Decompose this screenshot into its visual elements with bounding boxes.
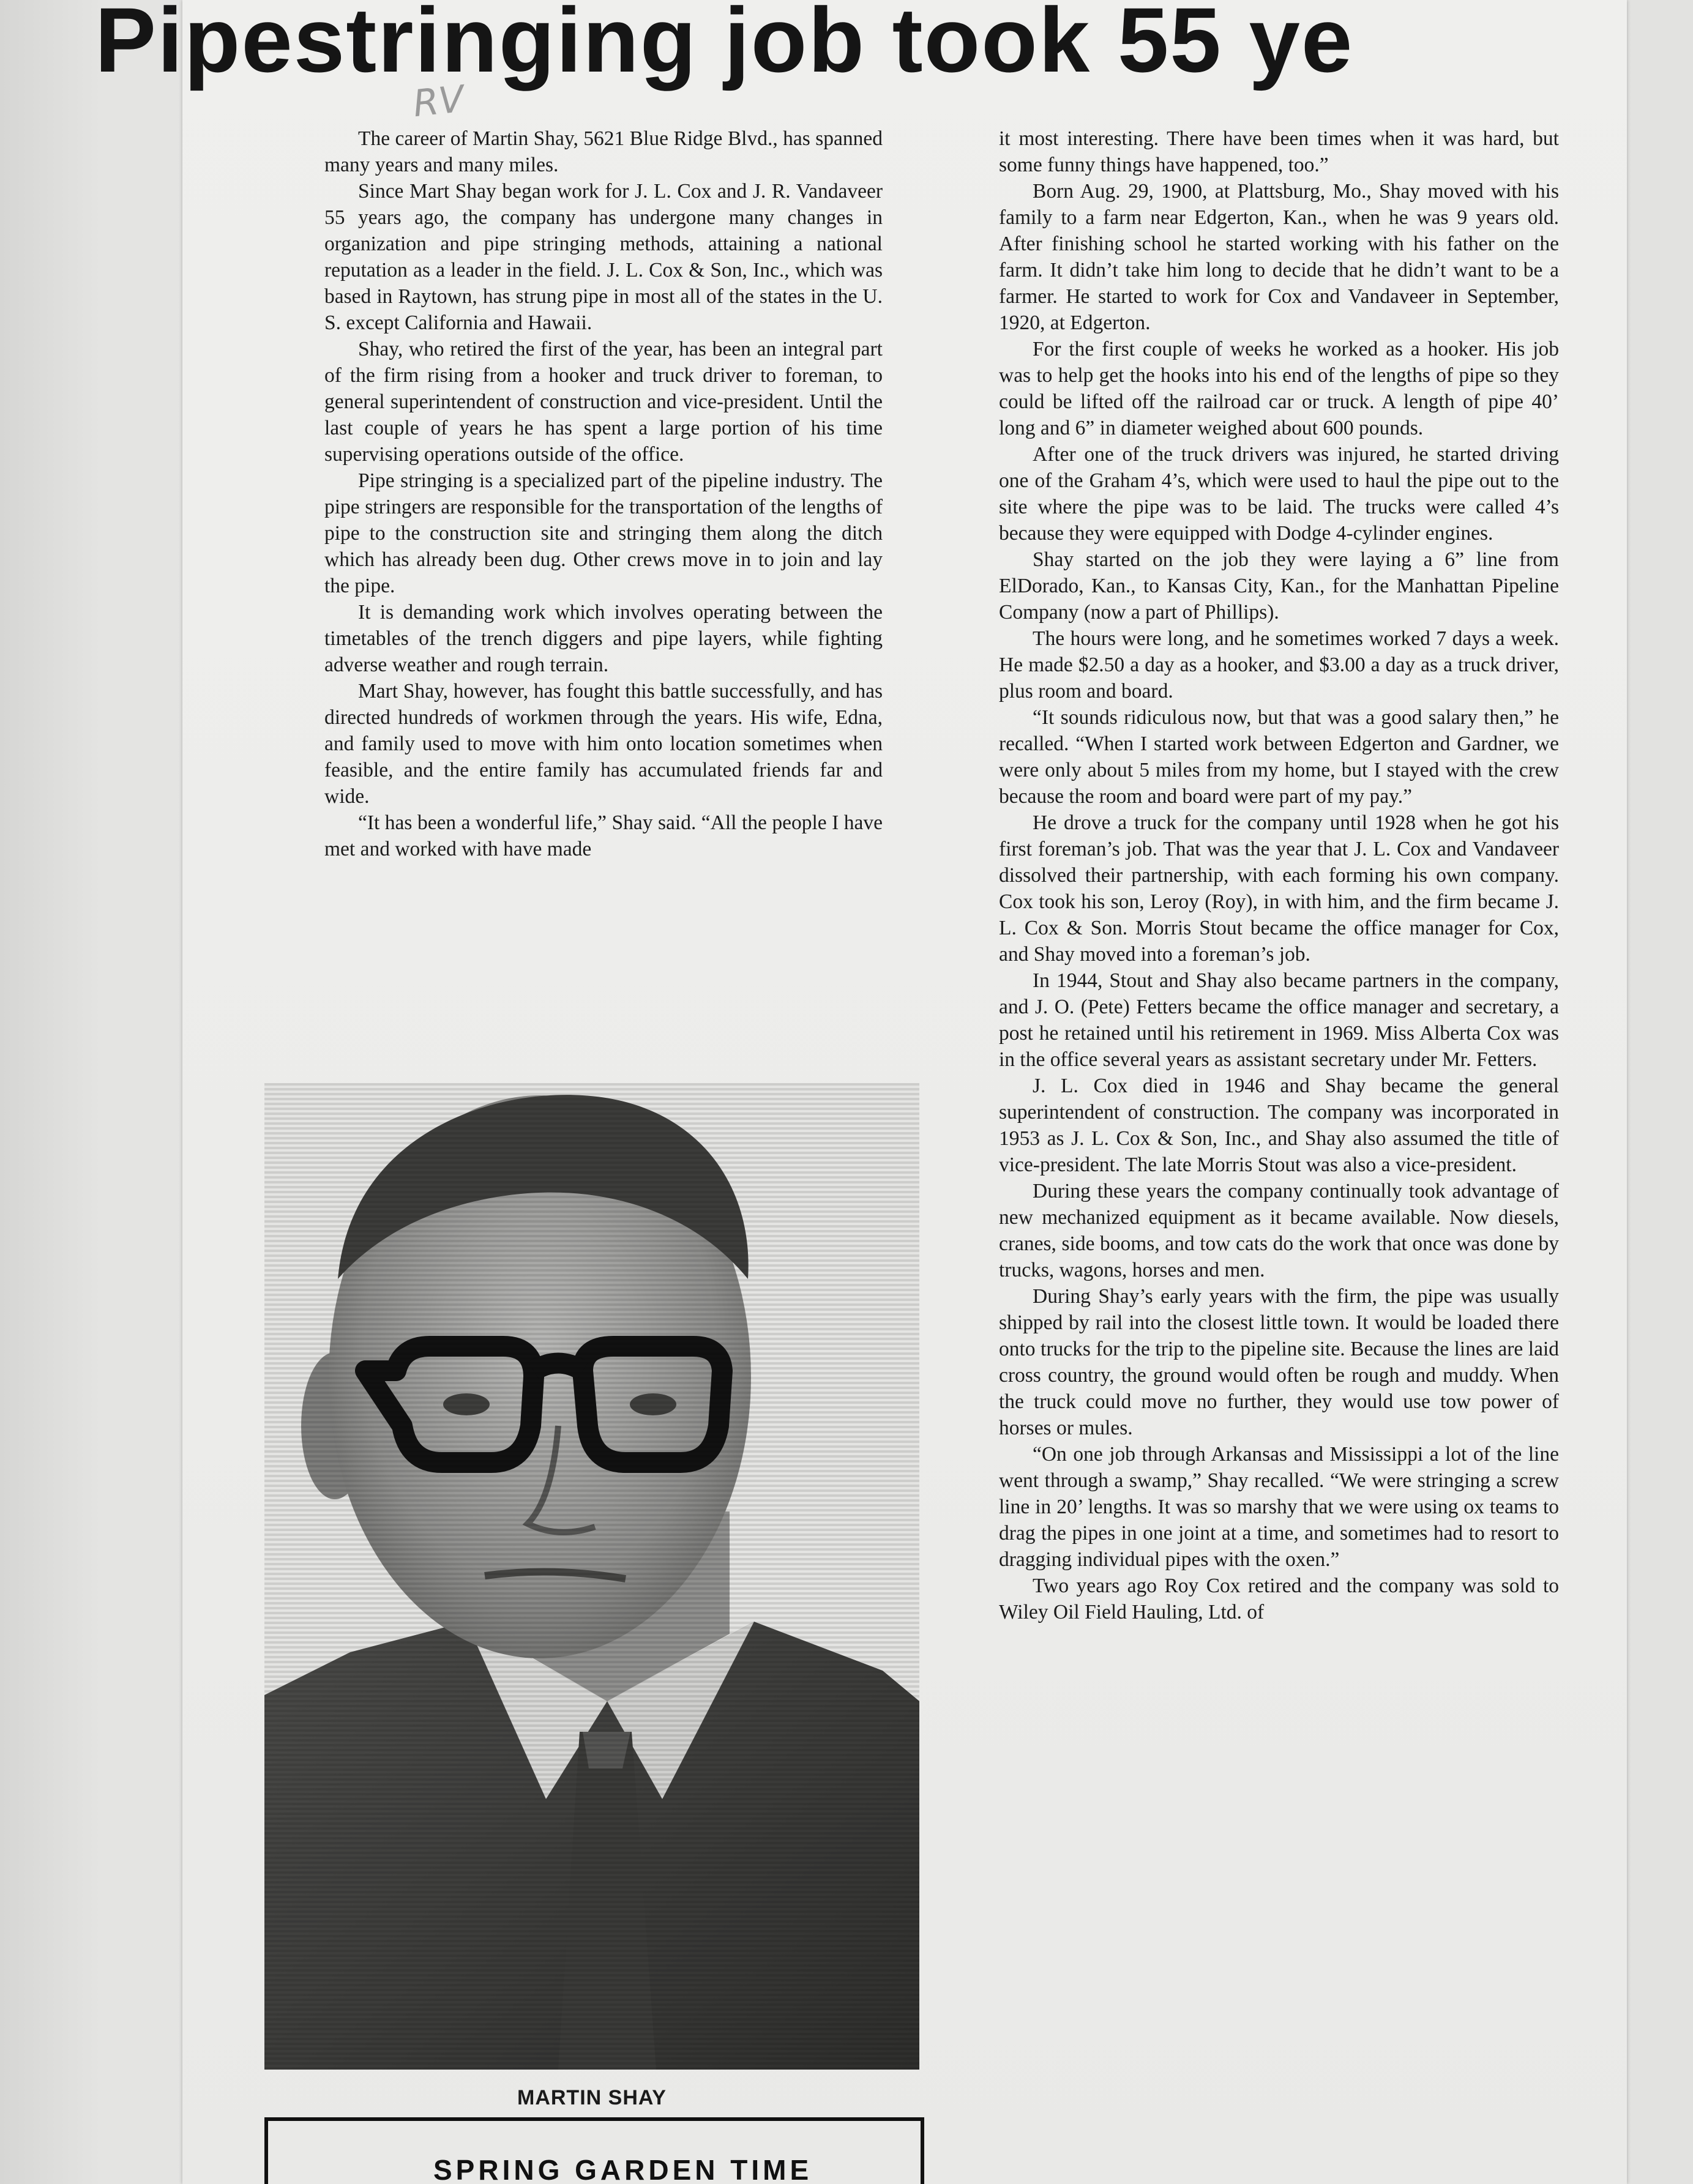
paragraph: After one of the truck drivers was injured, he started driving one of the Graham 4’s, which were used to haul the pipe out to the site where the pipe was to be laid. The trucks were called 4’s because they were equipped with Dodge 4-cylinder engines. xyxy=(999,443,1559,545)
paragraph: Two years ago Roy Cox retired and the company was sold to Wiley Oil Field Hauling, Ltd. of xyxy=(999,1575,1559,1623)
paragraph: “It has been a wonderful life,” Shay said. “All the people I have met and worked with have made xyxy=(324,811,883,860)
paragraph: Pipe stringing is a specialized part of the pipeline industry. The pipe stringers are responsible for the transportation of the lengths of pipe to the construction site and stringing them along the ditch which has already been dug. Other crews move in to join and lay the pipe. xyxy=(324,469,883,597)
paragraph: “It sounds ridiculous now, but that was a good salary then,” he recalled. “When I started work between Edgerton and Gardner, we were only about 5 miles from my home, but I stayed with the crew because the room and board were part of my pay.” xyxy=(999,706,1559,808)
paragraph: Shay started on the job they were laying a 6” line from ElDorado, Kan., to Kansas City, Kan., for the Manhattan Pipeline Company (now a part of Phillips). xyxy=(999,548,1559,624)
paragraph: Shay, who retired the first of the year, has been an integral part of the firm rising from a hooker and truck driver to foreman, to general superintendent of construction and vice-president. Until the last couple of years he has spent a large portion of his time supervising operations outside of the office. xyxy=(324,338,883,466)
paragraph: For the first couple of weeks he worked as a hooker. His job was to help get the hooks into his end of the lengths of pipe so they could be lifted off the railroad car or truck. A length of pipe 40’ long and 6” in diameter weighed about 600 pounds. xyxy=(999,338,1559,439)
paragraph: “On one job through Arkansas and Mississippi a lot of the line went through a swamp,” Shay recalled. “We were stringing a screw line in 20’ lengths. It was so marshy that we were using ox teams to drag the pipes in one joint at a time, and sometimes had to resort to dragging individual pipes with the oxen.” xyxy=(999,1443,1559,1571)
paragraph: J. L. Cox died in 1946 and Shay became the general superintendent of construction. The company was incorporated in 1953 as J. L. Cox & Son, Inc., and Shay also assumed the title of vice-president. The late Morris Stout was also a vice-president. xyxy=(999,1075,1559,1176)
paragraph: During Shay’s early years with the firm, the pipe was usually shipped by rail into the closest little town. It would be loaded there onto trucks for the trip to the pipeline site. Because the lines are laid cross country, the ground would often be rough and muddy. When the truck could move no further, they would use tow power of horses or mules. xyxy=(999,1285,1559,1439)
paragraph: The hours were long, and he sometimes worked 7 days a week. He made $2.50 a day as a hooker, and $3.00 a day as a truck driver, plus room and board. xyxy=(999,627,1559,703)
paragraph: It is demanding work which involves operating between the timetables of the trench diggers and pipe layers, while fighting adverse weather and rough terrain. xyxy=(324,601,883,676)
article-column-right xyxy=(999,125,1559,2151)
paragraph: Born Aug. 29, 1900, at Plattsburg, Mo., Shay moved with his family to a farm near Edgerton, Kan., when he was 9 years old. After finishing school he started working with his father on the farm. It didn’t take him long to decide that he didn’t want to be a farmer. He started to work for Cox and Vandaveer in September, 1920, at Edgerton. xyxy=(999,180,1559,334)
next-story-heading: SPRING GARDEN TIME xyxy=(433,2154,813,2184)
portrait-illustration xyxy=(264,1083,919,2070)
next-story-box xyxy=(264,2117,924,2184)
photo-caption: MARTIN SHAY xyxy=(517,2086,667,2109)
paragraph: He drove a truck for the company until 1928 when he got his first foreman’s job. That was the year that J. L. Cox and Vandaveer dissolved their partnership, with each forming his own company. Cox took his son, Leroy (Roy), in with him, and the firm became J. L. Cox & Son. Morris Stout became the office manager for Cox, and Shay moved into a foreman’s job. xyxy=(999,811,1559,966)
paragraph: it most interesting. There have been times when it was hard, but some funny things have happened, too.” xyxy=(999,127,1559,176)
paragraph: During these years the company continually took advantage of new mechanized equipment as it became available. Now diesels, cranes, side booms, and tow cats do the work that once was done by trucks, wagons, horses and men. xyxy=(999,1180,1559,1281)
paragraph: In 1944, Stout and Shay also became partners in the company, and J. O. (Pete) Fetters became the office manager and secretary, a post he retained until his retirement in 1969. Miss Alberta Cox was in the office several years as assistant secretary under Mr. Fetters. xyxy=(999,969,1559,1071)
paragraph: Since Mart Shay began work for J. L. Cox and J. R. Vandaveer 55 years ago, the company has undergone many changes in organization and pipe stringing methods, attaining a national reputation as a leader in the field. J. L. Cox & Son, Inc., which was based in Raytown, has strung pipe in most all of the states in the U. S. except California and Hawaii. xyxy=(324,180,883,334)
handwritten-initials: RV xyxy=(411,77,466,126)
paragraph: Mart Shay, however, has fought this battle successfully, and has directed hundreds of workmen through the years. His wife, Edna, and family used to move with him onto location sometimes when feasible, and the entire family has accumulated friends far and wide. xyxy=(324,680,883,808)
paragraph: The career of Martin Shay, 5621 Blue Ridge Blvd., has spanned many years and many miles. xyxy=(324,127,883,176)
headline: Pipestringing job took 55 ye xyxy=(95,0,1354,91)
portrait-photo xyxy=(264,1083,919,2070)
article-column-left xyxy=(324,125,883,1059)
